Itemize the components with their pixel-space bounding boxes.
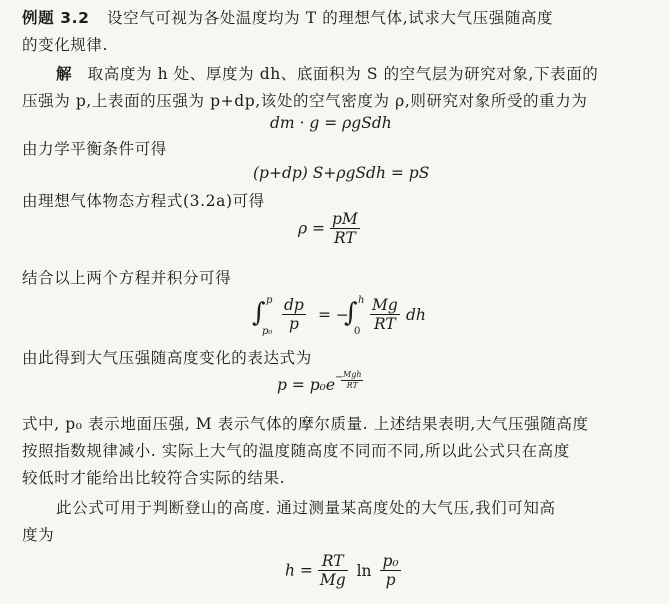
solution-line-1 [56, 62, 598, 84]
paragraph-application-1: 此公式可用于判断登山的高度. 通过测量某高度处的大气压,我们可知高 [56, 499, 556, 517]
density-fraction [330, 210, 360, 247]
equation-barometric [277, 372, 397, 400]
height-fraction-2-numerator: p₀ [382, 552, 399, 570]
integral-equals: = − [318, 306, 349, 324]
integral-sign-1: ∫ [252, 298, 266, 328]
paragraph-combine: 结合以上两个方程并积分可得 [22, 269, 232, 287]
height-ln: ln [356, 561, 372, 580]
exponent-fraction [341, 370, 363, 391]
integral-1-lower: p₀ [262, 326, 273, 337]
height-fraction-1-numerator: RT [318, 552, 348, 571]
height-fraction-2 [380, 552, 400, 589]
exponent-denominator: RT [346, 381, 358, 390]
height-fraction-2-denominator: p [385, 571, 396, 589]
integral-2-numerator: Mg [372, 296, 398, 314]
integral-sign-2: ∫ [344, 298, 358, 328]
solution-line-2: 压强为 p,上表面的压强为 p+dp,该处的空气密度为 ρ,则研究对象所受的重力为 [22, 92, 588, 110]
paragraph-explanation-2: 按照指数规律减小. 实际上大气的温度随高度不同而不同,所以此公式只在高度 [22, 442, 570, 460]
integral-1-upper: p [266, 295, 273, 306]
paragraph-equilibrium: 由力学平衡条件可得 [22, 140, 167, 158]
example-label: 例题 3.2 [22, 9, 90, 27]
integral-2-denominator: RT [374, 315, 396, 333]
exponent-minus: − [335, 372, 344, 383]
example-text: 设空气可视为各处温度均为 T 的理想气体,试求大气压强随高度 [107, 9, 554, 27]
integral-1-numerator: dp [284, 296, 304, 314]
exponent-numerator: Mgh [343, 370, 362, 379]
integral-2-fraction [370, 296, 400, 333]
example-line-2: 的变化规律. [22, 36, 109, 54]
example-line-1 [22, 6, 553, 28]
height-fraction-1 [318, 552, 348, 589]
paragraph-application-2: 度为 [22, 526, 55, 544]
integral-1-fraction [282, 296, 306, 333]
equation-gravity: dm · g = ρgSdh [270, 114, 392, 132]
integral-1-denominator: p [288, 315, 299, 333]
integral-2-differential: dh [406, 306, 426, 324]
equation-balance: (p+dp) S+ρgSdh = pS [253, 164, 430, 182]
height-fraction-1-denominator: Mg [319, 571, 346, 589]
solution-text-1: 取高度为 h 处、厚度为 dh、底面积为 S 的空气层为研究对象,下表面的 [87, 65, 599, 83]
equation-integral [252, 292, 452, 340]
density-numerator: pM [331, 210, 358, 228]
height-lhs: h = [285, 561, 313, 580]
density-denominator: RT [333, 229, 356, 247]
density-lhs: ρ = [298, 219, 326, 238]
paragraph-explanation-1: 式中, p₀ 表示地面压强, M 表示气体的摩尔质量. 上述结果表明,大气压强随高度 [22, 415, 589, 433]
integral-2-lower: 0 [354, 326, 361, 337]
equation-height [285, 552, 401, 589]
paragraph-state-equation: 由理想气体物态方程式(3.2a)可得 [22, 192, 265, 210]
solution-label: 解 [56, 65, 73, 83]
barometric-lhs: p = p₀e [277, 376, 336, 394]
integral-2-upper: h [358, 295, 365, 306]
equation-density [298, 210, 360, 247]
paragraph-explanation-3: 较低时才能给出比较符合实际的结果. [22, 469, 286, 487]
paragraph-expression: 由此得到大气压强随高度变化的表达式为 [22, 349, 312, 367]
